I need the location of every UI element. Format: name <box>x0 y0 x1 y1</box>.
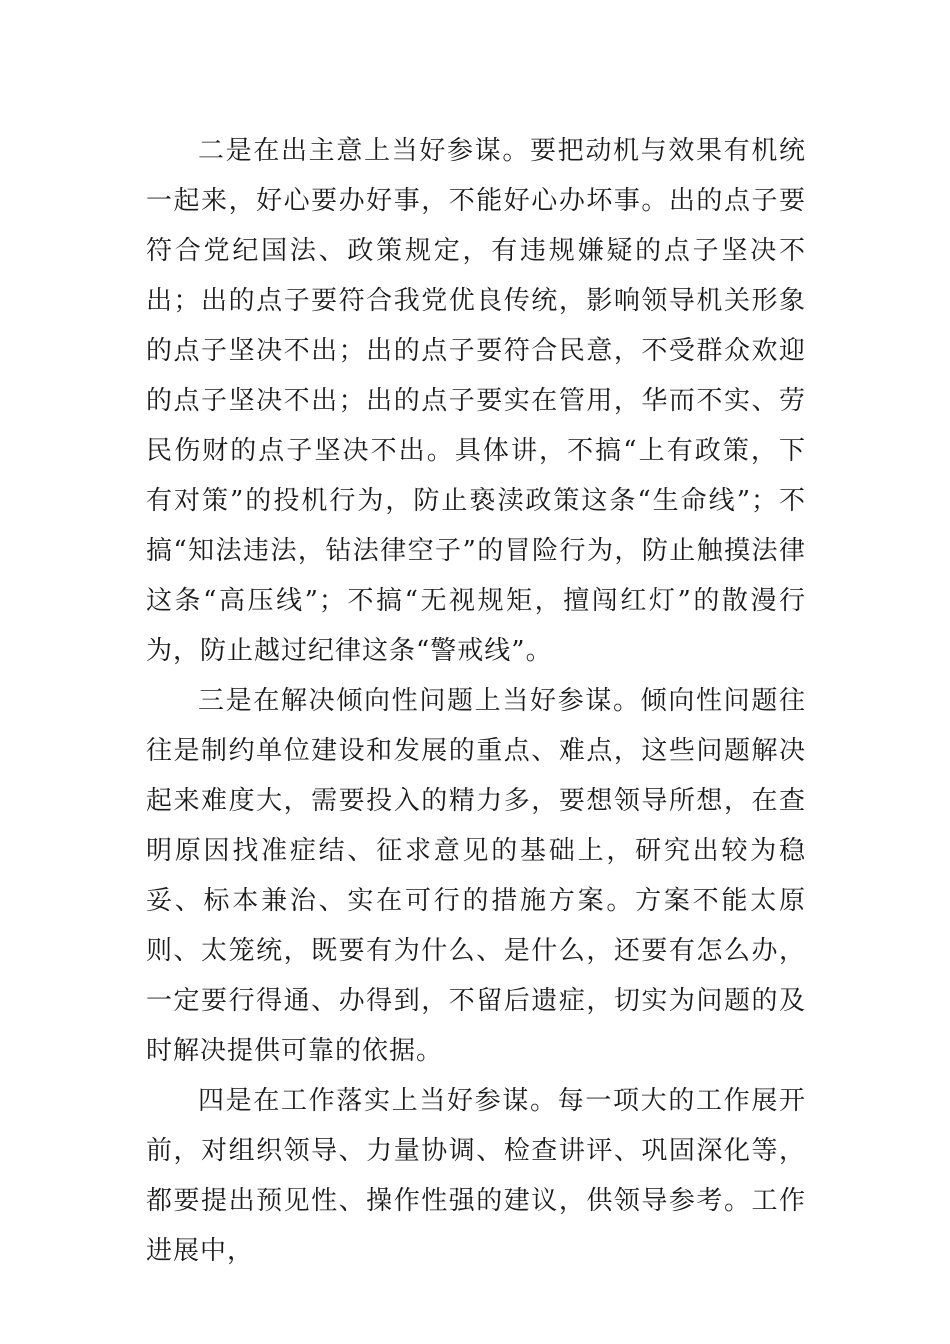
paragraph-4: 四是在工作落实上当好参谋。每一项大的工作展开前，对组织领导、力量协调、检查讲评、巩固深化等，都要提出预见性、操作性强的建议，供领导参考。工作进展中， <box>146 1086 806 1266</box>
paragraph-2: 二是在出主意上当好参谋。要把动机与效果有机统一起来，好心要办好事，不能好心办坏事。出的点子要符合党纪国法、政策规定，有违规嫌疑的点子坚决不出；出的点子要符合我党优良传统，影响领导机关形象的点子坚决不出；出的点子要符合民意，不受群众欢迎的点子坚决不出；出的点子要实在管用，华而不实、劳民伤财的点子坚决不出。具体讲，不搞“上有政策，下有对策”的投机行为，防止亵渎政策这条“生命线”；不搞“知法违法，钻法律空子”的冒险行为，防止触摸法律这条“高压线”；不搞“无视规矩，擅闯红灯”的散漫行为，防止越过纪律这条“警戒线”。 <box>146 136 806 666</box>
document-body <box>146 126 806 1276</box>
paragraph-3: 三是在解决倾向性问题上当好参谋。倾向性问题往往是制约单位建设和发展的重点、难点，这些问题解决起来难度大，需要投入的精力多，要想领导所想，在查明原因找准症结、征求意见的基础上，研究出较为稳妥、标本兼治、实在可行的措施方案。方案不能太原则、太笼统，既要有为什么、是什么，还要有怎么办，一定要行得通、办得到，不留后遗症，切实为问题的及时解决提供可靠的依据。 <box>146 686 806 1066</box>
